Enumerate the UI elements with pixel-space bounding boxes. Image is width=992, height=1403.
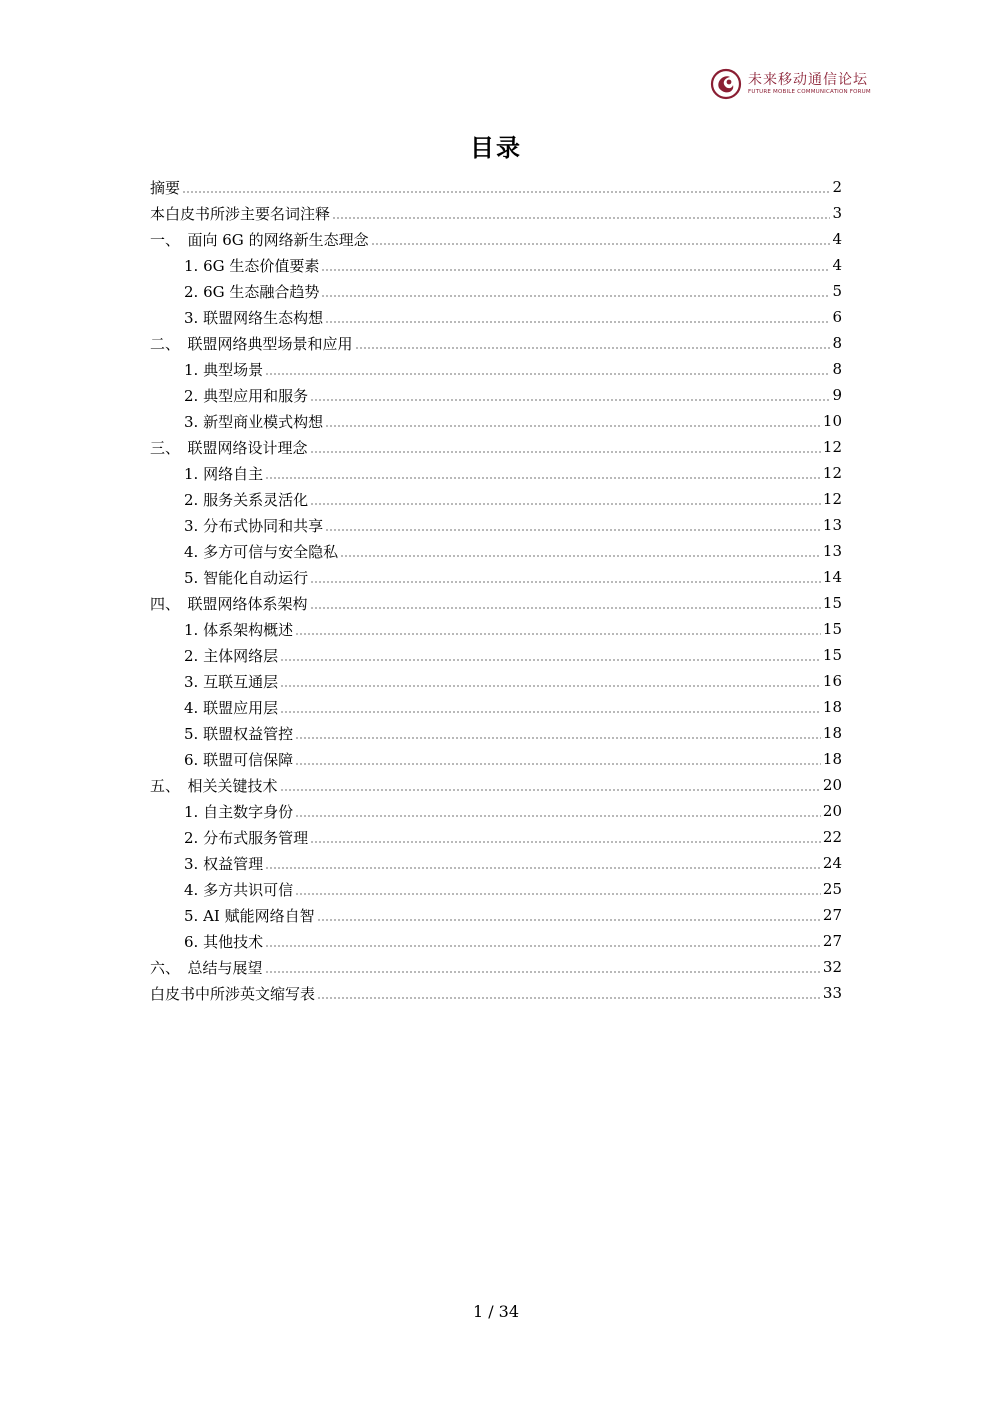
toc-dot-leader	[295, 815, 821, 817]
toc-dot-leader	[310, 503, 821, 505]
toc-entry-page-number: 13	[822, 542, 842, 560]
toc-entry[interactable]	[150, 668, 842, 694]
toc-entry-label: 三、 联盟网络设计理念	[150, 438, 308, 457]
toc-entry[interactable]	[150, 798, 842, 824]
toc-dot-leader	[332, 217, 830, 219]
toc-entry-page-number: 12	[822, 490, 842, 508]
toc-dot-leader	[280, 659, 821, 661]
forum-name-en: FUTURE MOBILE COMMUNICATION FORUM	[748, 88, 871, 95]
toc-entry[interactable]	[150, 616, 842, 642]
toc-entry-label: 3. 互联互通层	[184, 672, 279, 691]
toc-entry-page-number: 15	[822, 594, 842, 612]
toc-entry[interactable]	[150, 850, 842, 876]
toc-entry-label: 1. 6G 生态价值要素	[184, 256, 320, 275]
toc-entry[interactable]	[150, 174, 842, 200]
toc-entry-page-number: 9	[832, 386, 842, 404]
toc-entry-label: 2. 主体网络层	[184, 646, 279, 665]
toc-entry-label: 6. 联盟可信保障	[184, 750, 294, 769]
toc-entry-page-number: 2	[832, 178, 842, 196]
toc-entry[interactable]	[150, 538, 842, 564]
toc-entry-page-number: 3	[832, 204, 842, 222]
toc-entry[interactable]	[150, 876, 842, 902]
toc-entry-page-number: 15	[822, 646, 842, 664]
toc-entry-label: 4. 联盟应用层	[184, 698, 279, 717]
toc-entry[interactable]	[150, 252, 842, 278]
toc-dot-leader	[280, 685, 821, 687]
page-number: 1 / 34	[472, 1302, 520, 1321]
toc-dot-leader	[317, 919, 821, 921]
toc-entry-page-number: 25	[822, 880, 842, 898]
toc-entry-label: 2. 服务关系灵活化	[184, 490, 309, 509]
toc-entry-page-number: 4	[832, 230, 842, 248]
toc-dot-leader	[340, 555, 821, 557]
toc-entry-label: 1. 典型场景	[184, 360, 264, 379]
toc-entry-label: 摘要	[150, 178, 181, 197]
toc-entry[interactable]	[150, 434, 842, 460]
toc-entry-label: 5. 联盟权益管控	[184, 724, 294, 743]
toc-entry-page-number: 27	[822, 932, 842, 950]
toc-entry-label: 3. 新型商业模式构想	[184, 412, 324, 431]
toc-entry-page-number: 10	[822, 412, 842, 430]
toc-entry[interactable]	[150, 486, 842, 512]
toc-entry-page-number: 16	[822, 672, 842, 690]
toc-entry-page-number: 27	[822, 906, 842, 924]
toc-entry-page-number: 12	[822, 464, 842, 482]
toc-entry-page-number: 8	[832, 360, 842, 378]
toc-entry-page-number: 33	[822, 984, 842, 1002]
toc-entry-page-number: 8	[832, 334, 842, 352]
toc-dot-leader	[295, 737, 821, 739]
toc-dot-leader	[325, 321, 830, 323]
toc-entry-page-number: 18	[822, 750, 842, 768]
toc-entry-label: 1. 网络自主	[184, 464, 264, 483]
toc-entry-page-number: 13	[822, 516, 842, 534]
toc-entry[interactable]	[150, 980, 842, 1006]
toc-dot-leader	[325, 425, 821, 427]
toc-dot-leader	[182, 191, 830, 193]
toc-entry[interactable]	[150, 278, 842, 304]
toc-entry[interactable]	[150, 226, 842, 252]
toc-dot-leader	[295, 633, 821, 635]
toc-dot-leader	[295, 893, 821, 895]
forum-logo-icon	[710, 68, 742, 100]
toc-entry[interactable]	[150, 330, 842, 356]
toc-entry-label: 1. 自主数字身份	[184, 802, 294, 821]
toc-entry-label: 1. 体系架构概述	[184, 620, 294, 639]
toc-entry[interactable]	[150, 304, 842, 330]
toc-dot-leader	[265, 971, 821, 973]
toc-entry-page-number: 20	[822, 802, 842, 820]
toc-entry[interactable]	[150, 382, 842, 408]
toc-entry-label: 3. 联盟网络生态构想	[184, 308, 324, 327]
toc-entry[interactable]	[150, 772, 842, 798]
toc-dot-leader	[371, 243, 831, 245]
toc-entry-label: 白皮书中所涉英文缩写表	[150, 984, 316, 1003]
toc-entry[interactable]	[150, 460, 842, 486]
toc-dot-leader	[265, 477, 821, 479]
toc-dot-leader	[310, 399, 830, 401]
toc-entry[interactable]	[150, 746, 842, 772]
toc-dot-leader	[355, 347, 831, 349]
toc-entry[interactable]	[150, 512, 842, 538]
toc-entry-label: 4. 多方可信与安全隐私	[184, 542, 339, 561]
toc-dot-leader	[317, 997, 821, 999]
toc-entry[interactable]	[150, 200, 842, 226]
toc-entry-label: 本白皮书所涉主要名词注释	[150, 204, 331, 223]
toc-dot-leader	[325, 529, 821, 531]
toc-entry-page-number: 5	[832, 282, 842, 300]
toc-dot-leader	[310, 451, 821, 453]
toc-entry[interactable]	[150, 902, 842, 928]
toc-entry[interactable]	[150, 954, 842, 980]
toc-entry-page-number: 22	[822, 828, 842, 846]
toc-entry-label: 四、 联盟网络体系架构	[150, 594, 308, 613]
toc-entry-page-number: 4	[832, 256, 842, 274]
toc-entry[interactable]	[150, 928, 842, 954]
toc-entry-page-number: 18	[822, 724, 842, 742]
forum-name-cn: 未来移动通信论坛	[748, 71, 868, 88]
toc-entry-label: 2. 典型应用和服务	[184, 386, 309, 405]
toc-dot-leader	[310, 607, 821, 609]
toc-entry[interactable]	[150, 720, 842, 746]
toc-dot-leader	[310, 581, 821, 583]
toc-entry[interactable]	[150, 590, 842, 616]
toc-dot-leader	[321, 295, 830, 297]
toc-entry-page-number: 18	[822, 698, 842, 716]
toc-entry-label: 五、 相关关键技术	[150, 776, 278, 795]
toc-entry-label: 二、 联盟网络典型场景和应用	[150, 334, 353, 353]
toc-entry-label: 3. 权益管理	[184, 854, 264, 873]
forum-logo-text	[748, 73, 871, 96]
toc-entry-label: 六、 总结与展望	[150, 958, 263, 977]
toc-dot-leader	[265, 373, 830, 375]
toc-entry[interactable]	[150, 694, 842, 720]
toc-dot-leader	[280, 711, 821, 713]
toc-title: 目录	[470, 134, 522, 162]
toc-entry-page-number: 20	[822, 776, 842, 794]
toc-entry-label: 5. AI 赋能网络自智	[184, 906, 315, 925]
toc-entry-label: 5. 智能化自动运行	[184, 568, 309, 587]
toc-dot-leader	[265, 867, 821, 869]
toc-entry-label: 4. 多方共识可信	[184, 880, 294, 899]
toc-dot-leader	[265, 945, 821, 947]
toc-dot-leader	[280, 789, 821, 791]
toc-entry-label: 2. 6G 生态融合趋势	[184, 282, 320, 301]
toc-entry-page-number: 32	[822, 958, 842, 976]
toc-entry[interactable]	[150, 356, 842, 382]
toc-entry-page-number: 12	[822, 438, 842, 456]
toc-entry[interactable]	[150, 564, 842, 590]
toc-entry-page-number: 6	[832, 308, 842, 326]
toc-entry-label: 3. 分布式协同和共享	[184, 516, 324, 535]
table-of-contents	[150, 174, 842, 1006]
toc-entry-page-number: 24	[822, 854, 842, 872]
toc-entry-label: 2. 分布式服务管理	[184, 828, 309, 847]
toc-dot-leader	[321, 269, 830, 271]
toc-entry-label: 6. 其他技术	[184, 932, 264, 951]
toc-dot-leader	[295, 763, 821, 765]
toc-entry-page-number: 15	[822, 620, 842, 638]
toc-entry-page-number: 14	[822, 568, 842, 586]
toc-dot-leader	[310, 841, 821, 843]
forum-logo	[710, 66, 880, 102]
toc-entry[interactable]	[150, 824, 842, 850]
toc-entry[interactable]	[150, 642, 842, 668]
toc-entry-label: 一、 面向 6G 的网络新生态理念	[150, 230, 369, 249]
toc-entry[interactable]	[150, 408, 842, 434]
